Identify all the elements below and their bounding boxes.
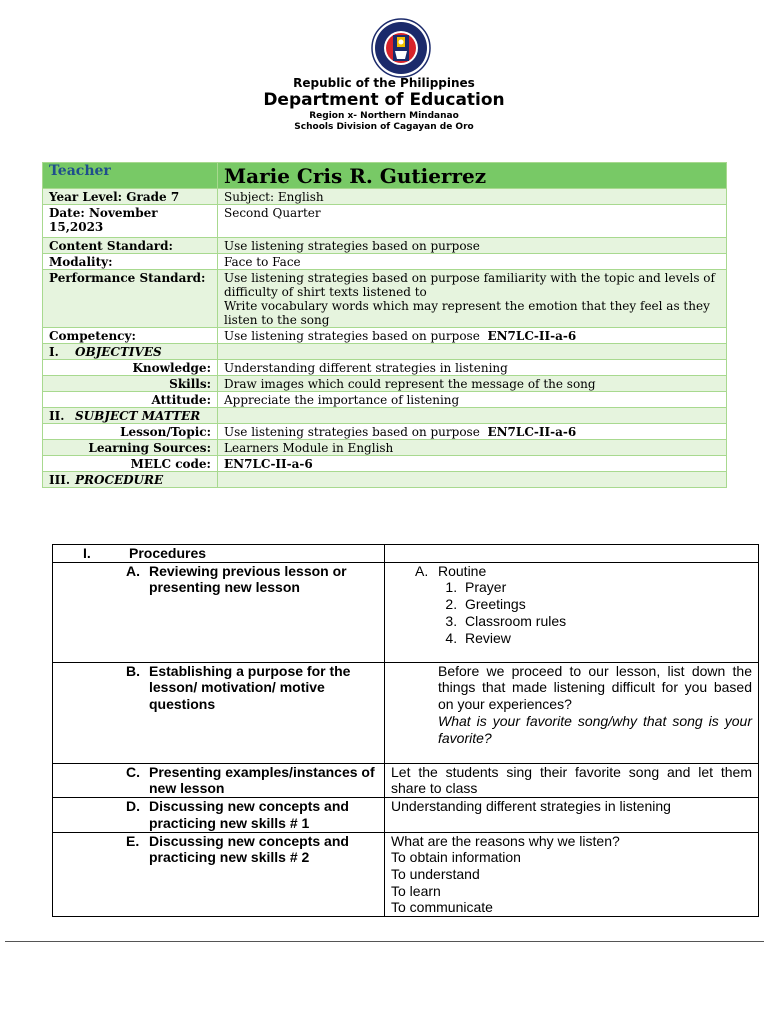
lesson-info-table (42, 162, 727, 488)
procedures-header-row (53, 545, 759, 563)
content-standard: Use listening strategies based on purpose (218, 238, 727, 254)
subject-matter-row (43, 408, 727, 424)
procedure-d-label: D. Discussing new concepts and practicing new skills # 1 (53, 798, 385, 832)
procedure-a-row (53, 562, 759, 662)
knowledge-row (43, 360, 727, 376)
page-divider (5, 941, 764, 942)
performance-standard-label: Performance Standard: (43, 270, 218, 328)
objectives-row (43, 344, 727, 360)
procedure-b-label: B. Establishing a purpose for the lesson/ motivation/ motive questions (53, 662, 385, 763)
procedure-d-content: Understanding different strategies in listening (385, 798, 759, 832)
procedure-heading: III. PROCEDURE (43, 472, 218, 488)
procedure-a-label: A. Reviewing previous lesson or presenting new lesson (53, 562, 385, 662)
routine-item: 3. Classroom rules (461, 613, 752, 630)
listen-reason: To learn (391, 882, 441, 899)
content-standard-row (43, 238, 727, 254)
learning-sources-row (43, 440, 727, 456)
subject-matter-empty (218, 408, 727, 424)
deped-seal-icon (371, 18, 431, 78)
lesson-topic-code: EN7LC-II-a-6 (487, 425, 577, 439)
performance-standard-line-1: Use listening strategies based on purpose familiarity with the topic and levels of difficulty of shirt texts listened to (224, 271, 715, 299)
routine-label: Routine (438, 562, 487, 579)
lesson-topic-label: Lesson/Topic: (43, 424, 218, 440)
skills-row (43, 376, 727, 392)
teacher-label: Teacher (43, 163, 218, 189)
date-row (43, 205, 727, 238)
procedures-heading-empty (385, 545, 759, 563)
motivation-text: Before we proceed to our lesson, list down the things that made listening difficult for you based on your experiences? (438, 662, 752, 713)
department-heading: Department of Education (263, 90, 505, 110)
performance-standard (218, 270, 727, 328)
lesson-topic-text: Use listening strategies based on purpose (224, 425, 480, 439)
routine-item: 1. Prayer (461, 579, 752, 596)
skills: Draw images which could represent the message of the song (218, 376, 727, 392)
republic-heading: Republic of the Philippines (293, 76, 475, 90)
procedure-row (43, 472, 727, 488)
date: Date: November 15,2023 (43, 205, 218, 238)
listen-reason: To obtain information (391, 849, 521, 866)
attitude-label: Attitude: (43, 392, 218, 408)
listen-reason: What are the reasons why we listen? (391, 832, 620, 849)
competency (218, 328, 727, 344)
procedure-c-row (53, 763, 759, 797)
procedure-b-row (53, 662, 759, 763)
procedure-a-content: A. Routine 1. Prayer 2. Greetings 3. Classroom rules 4. Review (385, 562, 759, 662)
procedures-table (52, 544, 759, 917)
competency-row (43, 328, 727, 344)
competency-code: EN7LC-II-a-6 (487, 329, 577, 343)
quarter: Second Quarter (218, 205, 727, 238)
content-standard-label: Content Standard: (43, 238, 218, 254)
subject: Subject: English (218, 189, 727, 205)
listen-reason: To communicate (391, 899, 493, 916)
procedure-c-content: Let the students sing their favorite song and let them share to class (385, 763, 759, 797)
competency-label: Competency: (43, 328, 218, 344)
procedure-e-content (385, 832, 759, 917)
teacher-row (43, 163, 727, 189)
teacher-name: Marie Cris R. Gutierrez (218, 163, 727, 189)
objectives-heading: I. OBJECTIVES (43, 344, 218, 360)
melc-code: EN7LC-II-a-6 (218, 456, 727, 472)
attitude-row (43, 392, 727, 408)
listen-reason: To understand (391, 865, 480, 882)
year-level: Year Level: Grade 7 (43, 189, 218, 205)
skills-label: Skills: (43, 376, 218, 392)
year-level-row (43, 189, 727, 205)
knowledge-label: Knowledge: (43, 360, 218, 376)
motivation-question: What is your favorite song/why that song is your favorite? (438, 712, 752, 746)
melc-row (43, 456, 727, 472)
procedures-heading: I. Procedures (53, 545, 385, 563)
region-heading: Region x- Northern Mindanao (309, 111, 459, 121)
routine-item: 4. Review (461, 630, 752, 647)
learning-sources: Learners Module in English (218, 440, 727, 456)
melc-label: MELC code: (43, 456, 218, 472)
procedure-e-label: E. Discussing new concepts and practicing new skills # 2 (53, 832, 385, 917)
division-heading: Schools Division of Cagayan de Oro (294, 122, 474, 132)
procedure-c-label: C. Presenting examples/instances of new lesson (53, 763, 385, 797)
performance-standard-line-2: Write vocabulary words which may represent the emotion that they feel as they listen to the song (224, 299, 710, 327)
modality: Face to Face (218, 254, 727, 270)
learning-sources-label: Learning Sources: (43, 440, 218, 456)
objectives-empty (218, 344, 727, 360)
procedure-b-content (385, 662, 759, 763)
performance-standard-row (43, 270, 727, 328)
modality-row (43, 254, 727, 270)
routine-item: 2. Greetings (461, 596, 752, 613)
procedure-e-row (53, 832, 759, 917)
modality-label: Modality: (43, 254, 218, 270)
lesson-topic-row (43, 424, 727, 440)
procedure-empty (218, 472, 727, 488)
attitude: Appreciate the importance of listening (218, 392, 727, 408)
routine-list (415, 579, 752, 646)
lesson-topic (218, 424, 727, 440)
knowledge: Understanding different strategies in listening (218, 360, 727, 376)
competency-text: Use listening strategies based on purpose (224, 329, 480, 343)
subject-matter-heading: II. SUBJECT MATTER (43, 408, 218, 424)
procedure-d-row (53, 798, 759, 832)
